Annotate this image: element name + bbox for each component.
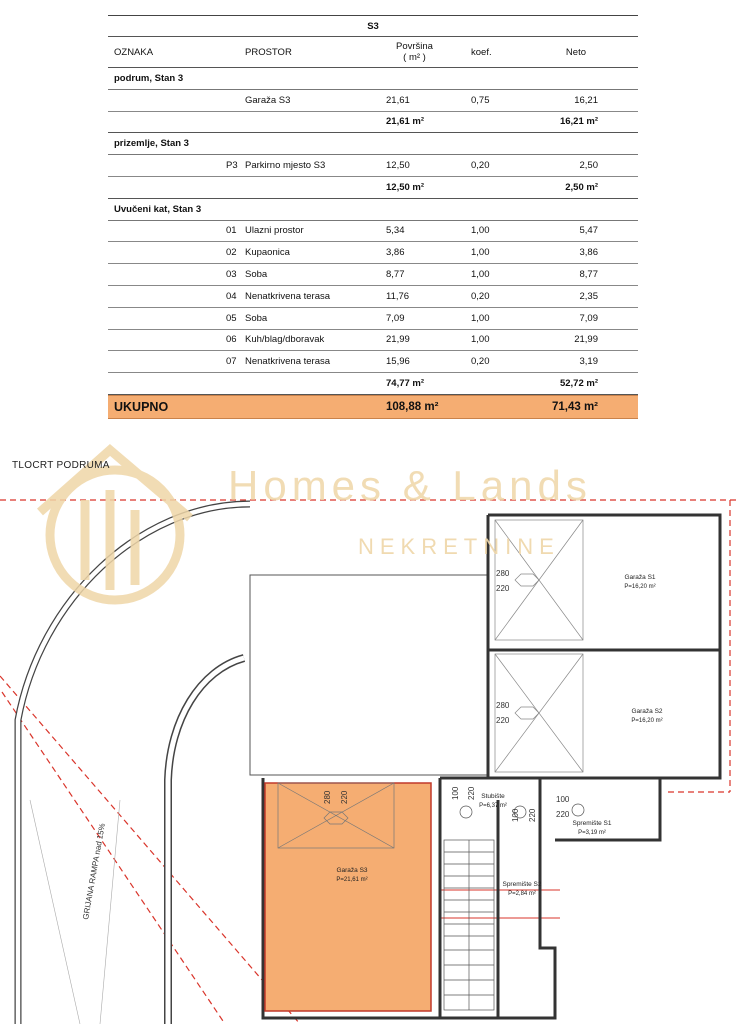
row-koef: 0,20 bbox=[471, 356, 490, 368]
header-prostor: PROSTOR bbox=[245, 46, 292, 58]
row-neto: 3,86 bbox=[579, 247, 598, 259]
row-koef: 1,00 bbox=[471, 269, 490, 281]
spremiste-s2-area: P=2,84 m² bbox=[508, 891, 536, 897]
header-neto: Neto bbox=[565, 46, 586, 58]
section-title: podrum, Stan 3 bbox=[114, 72, 184, 84]
row-area: 11,76 bbox=[386, 290, 410, 302]
stairs bbox=[444, 804, 584, 1010]
row-number: P3 bbox=[226, 160, 238, 172]
row-number: 06 bbox=[226, 334, 237, 346]
total-neto: 71,43 m² bbox=[551, 400, 598, 413]
dim-220-s3: 220 bbox=[340, 790, 349, 804]
row-area: 7,09 bbox=[386, 312, 405, 324]
dim-220-s2: 220 bbox=[496, 716, 510, 725]
row-name: Ulazni prostor bbox=[245, 225, 304, 237]
table-row bbox=[108, 221, 638, 243]
row-area: 12,50 bbox=[386, 160, 410, 172]
row-koef: 1,00 bbox=[471, 334, 490, 346]
ramp-label: GRIJANA RAMPA nad 15% bbox=[81, 822, 107, 921]
subtotal-row bbox=[108, 177, 638, 199]
subtotal-neto: 16,21 m² bbox=[559, 116, 598, 128]
total-label: UKUPNO bbox=[114, 399, 169, 414]
garaza-s3-area: P=21,61 m² bbox=[336, 877, 368, 883]
row-area: 3,86 bbox=[386, 247, 405, 259]
garaza-s2-area: P=16,20 m² bbox=[631, 718, 663, 724]
row-neto: 16,21 bbox=[574, 94, 598, 106]
table-row bbox=[108, 155, 638, 177]
subtotal-neto: 52,72 m² bbox=[559, 378, 598, 390]
spremiste-s1-area: P=3,19 m² bbox=[578, 830, 606, 836]
stubiste-area: P=6,37 m² bbox=[479, 803, 507, 809]
header-koef: koef. bbox=[471, 46, 492, 58]
row-koef: 0,75 bbox=[471, 94, 490, 106]
row-neto: 7,09 bbox=[579, 312, 598, 324]
dim-100-s2: 100 bbox=[511, 808, 520, 822]
row-koef: 1,00 bbox=[471, 225, 490, 237]
garaza-s2-name: Garaža S2 bbox=[631, 708, 663, 715]
row-area: 21,61 bbox=[386, 94, 410, 106]
dim-220-s1: 220 bbox=[496, 584, 510, 593]
table-row bbox=[108, 264, 638, 286]
table-row bbox=[108, 308, 638, 330]
row-name: Kupaonica bbox=[245, 247, 290, 259]
central-area bbox=[250, 575, 488, 775]
section-title-row bbox=[108, 199, 638, 221]
header-povrsina-label: Površina bbox=[396, 41, 433, 52]
header-povrsina bbox=[396, 37, 433, 67]
table-header-row bbox=[108, 37, 638, 68]
area-table bbox=[108, 15, 638, 419]
garaza-s3-name: Garaža S3 bbox=[336, 867, 368, 874]
header-oznaka: OZNAKA bbox=[114, 46, 154, 58]
subtotal-area: 21,61 m² bbox=[386, 116, 425, 128]
subtotal-neto: 2,50 m² bbox=[565, 181, 598, 193]
row-koef: 0,20 bbox=[471, 290, 490, 302]
row-neto: 21,99 bbox=[574, 334, 598, 346]
garaza-s3-fill bbox=[265, 783, 431, 1011]
row-name: Nenatkrivena terasa bbox=[245, 356, 331, 368]
table-row bbox=[108, 242, 638, 264]
table-row bbox=[108, 351, 638, 373]
row-neto: 3,19 bbox=[579, 356, 598, 368]
row-area: 5,34 bbox=[386, 225, 405, 237]
row-neto: 5,47 bbox=[579, 225, 598, 237]
total-area: 108,88 m² bbox=[386, 400, 439, 413]
dim-280-s3: 280 bbox=[323, 790, 332, 804]
section-title: prizemlje, Stan 3 bbox=[114, 138, 189, 150]
row-number: 04 bbox=[226, 290, 237, 302]
row-area: 8,77 bbox=[386, 269, 405, 281]
row-name: Garaža S3 bbox=[245, 94, 291, 106]
row-koef: 0,20 bbox=[471, 160, 490, 172]
subtotal-row bbox=[108, 112, 638, 134]
dim-220-s2b: 220 bbox=[528, 808, 537, 822]
dim-280-s1: 280 bbox=[496, 569, 510, 578]
watermark-title: Homes & Lands bbox=[228, 462, 592, 509]
section-title: Uvučeni kat, Stan 3 bbox=[114, 203, 202, 215]
row-koef: 1,00 bbox=[471, 312, 490, 324]
row-neto: 8,77 bbox=[579, 269, 598, 281]
subtotal-area: 12,50 m² bbox=[386, 181, 425, 193]
row-area: 21,99 bbox=[386, 334, 410, 346]
table-row bbox=[108, 330, 638, 352]
row-number: 02 bbox=[226, 247, 237, 259]
table-row bbox=[108, 90, 638, 112]
dim-220-stubiste: 220 bbox=[467, 786, 476, 800]
garaza-s1-name: Garaža S1 bbox=[624, 574, 656, 581]
row-number: 07 bbox=[226, 356, 237, 368]
plot-boundary-solid bbox=[440, 890, 560, 918]
row-koef: 1,00 bbox=[471, 247, 490, 259]
subtotal-row bbox=[108, 373, 638, 395]
row-name: Soba bbox=[245, 269, 268, 281]
spremiste-s1-name: Spremište S1 bbox=[572, 820, 612, 827]
floor-plan bbox=[0, 420, 737, 1024]
row-neto: 2,35 bbox=[579, 290, 598, 302]
dim-100-stubiste: 100 bbox=[451, 786, 460, 800]
header-povrsina-unit: ( m² ) bbox=[403, 52, 426, 63]
dim-100-s1: 100 bbox=[556, 795, 570, 804]
table-title: S3 bbox=[367, 20, 379, 32]
plan-title: TLOCRT PODRUMA bbox=[12, 460, 110, 471]
subtotal-area: 74,77 m² bbox=[386, 378, 425, 390]
total-row bbox=[108, 395, 638, 419]
garaza-s1-area: P=16,20 m² bbox=[624, 584, 656, 590]
row-number: 03 bbox=[226, 269, 237, 281]
table-row bbox=[108, 286, 638, 308]
watermark-subtitle: NEKRETNINE bbox=[358, 534, 560, 559]
stubiste-name: Stubište bbox=[481, 793, 505, 800]
dim-220-s1b: 220 bbox=[556, 810, 570, 819]
row-neto: 2,50 bbox=[579, 160, 598, 172]
spremiste-s2-name: Spremište S2 bbox=[502, 881, 542, 888]
row-name: Parkirno mjesto S3 bbox=[245, 160, 326, 172]
row-name: Nenatkrivena terasa bbox=[245, 290, 331, 302]
section-title-row bbox=[108, 68, 638, 90]
dim-280-s2: 280 bbox=[496, 701, 510, 710]
row-name: Soba bbox=[245, 312, 268, 324]
section-title-row bbox=[108, 133, 638, 155]
row-number: 01 bbox=[226, 225, 237, 237]
row-area: 15,96 bbox=[386, 356, 410, 368]
row-name: Kuh/blag/dboravak bbox=[245, 334, 325, 346]
row-number: 05 bbox=[226, 312, 237, 324]
table-title-row bbox=[108, 16, 638, 37]
